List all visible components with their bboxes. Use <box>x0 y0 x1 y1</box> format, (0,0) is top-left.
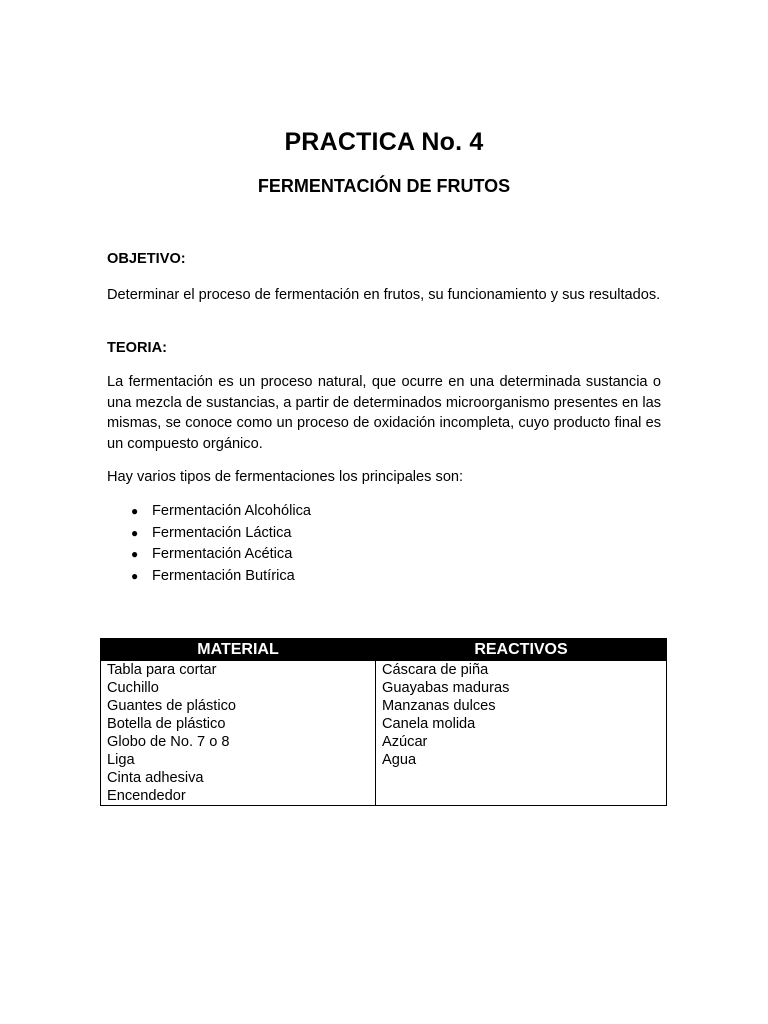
bullet-icon: ● <box>131 525 139 540</box>
materials-table <box>100 638 667 806</box>
bullet-icon: ● <box>131 547 139 562</box>
teoria-paragraph: La fermentación es un proceso natural, que ocurre en una determinada sustancia o una mezcla de sustancias, a partir de determinados microorganismo presentes en las mismas, se conoce como un proceso de oxidación incompleta, cuyo producto final es un compuesto orgánico. <box>107 374 661 452</box>
material-item: Botella de plástico <box>107 716 226 732</box>
material-item: Encendedor <box>107 788 186 804</box>
reactivo-item: Azúcar <box>382 734 428 750</box>
material-item: Globo de No. 7 o 8 <box>107 734 230 750</box>
objetivo-text: Determinar el proceso de fermentación en frutos, su funcionamiento y sus resultados. <box>107 287 661 303</box>
reactivo-item: Cáscara de piña <box>382 662 489 678</box>
material-item: Liga <box>107 752 135 768</box>
list-item <box>107 544 311 566</box>
fermentation-types-list <box>107 501 311 587</box>
list-item <box>107 501 311 523</box>
list-item-label: Fermentación Acética <box>152 546 293 563</box>
list-item <box>107 523 311 545</box>
list-item-label: Fermentación Láctica <box>152 524 292 541</box>
page-subtitle: FERMENTACIÓN DE FRUTOS <box>257 176 511 196</box>
reactivo-item: Manzanas dulces <box>382 698 496 714</box>
teoria-intro: Hay varios tipos de fermentaciones los principales son: <box>107 469 464 485</box>
reactivos-column-header: REACTIVOS <box>376 639 667 661</box>
list-item-label: Fermentación Alcohólica <box>152 503 311 519</box>
reactivo-item: Agua <box>382 752 417 768</box>
material-column-header: MATERIAL <box>101 639 376 661</box>
material-item: Cinta adhesiva <box>107 770 204 786</box>
table-header-row <box>101 639 667 661</box>
list-item <box>107 566 311 588</box>
reactivo-item: Guayabas maduras <box>382 680 510 696</box>
table-row <box>101 661 667 806</box>
material-item: Tabla para cortar <box>107 662 217 678</box>
list-item-label: Fermentación Butírica <box>152 567 295 584</box>
bullet-icon: ● <box>131 504 139 518</box>
bullet-icon: ● <box>131 568 139 583</box>
objetivo-heading: OBJETIVO: <box>107 251 186 267</box>
reactivo-item: Canela molida <box>382 716 476 732</box>
teoria-heading: TEORIA: <box>107 340 167 356</box>
material-cell <box>101 661 376 806</box>
material-item: Guantes de plástico <box>107 698 236 714</box>
reactivos-cell <box>376 661 667 806</box>
material-item: Cuchillo <box>107 680 159 696</box>
page-title: PRACTICA No. 4 <box>284 128 484 156</box>
